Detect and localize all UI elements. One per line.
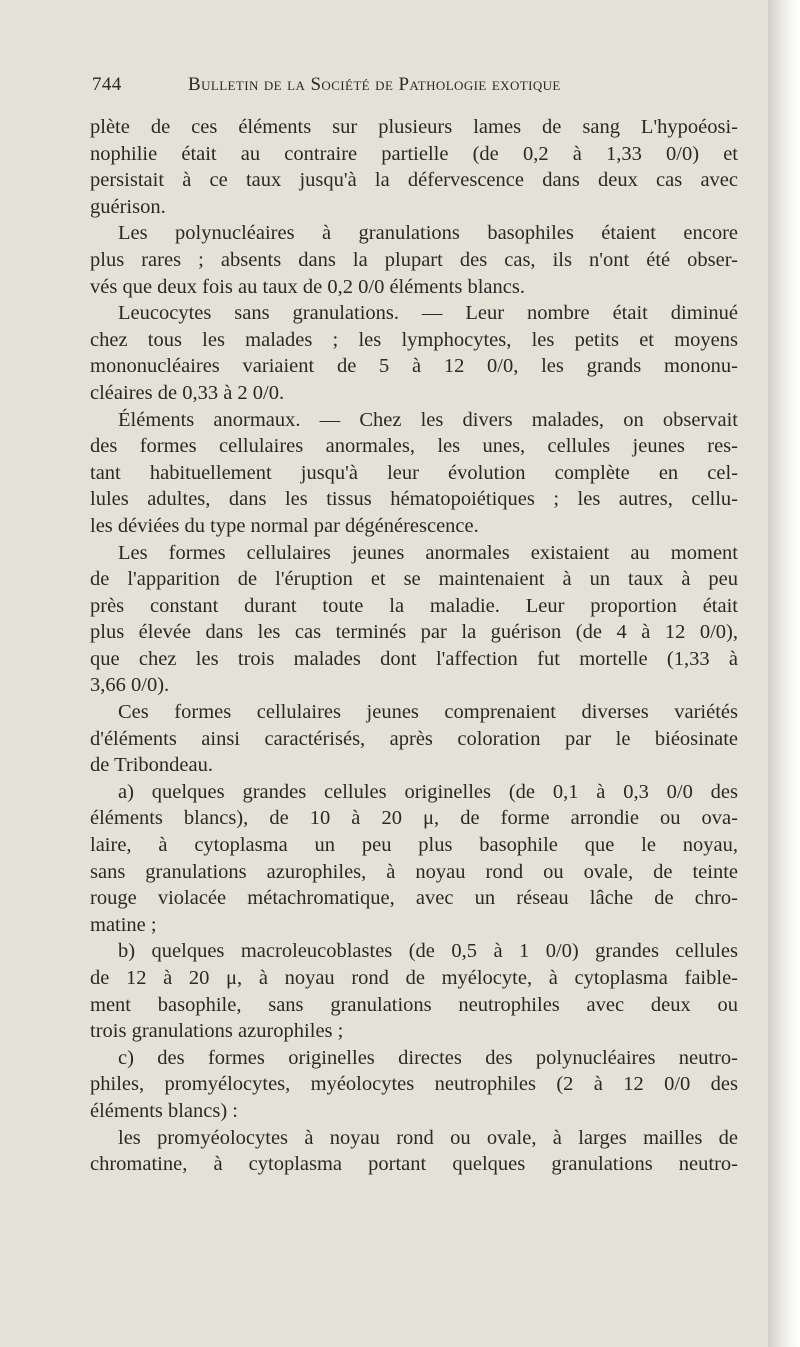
text-line: Les formes cellulaires jeunes anormales existaient au moment [118,541,738,564]
text-line: d'éléments ainsi caractérisés, après coloration par le biéosinate [90,727,738,750]
text-line: nophilie était au contraire partielle (de 0,2 à 1,33 0/0) et [90,142,738,165]
text-line: rouge violacée métachromatique, avec un réseau lâche de chro- [90,887,738,910]
running-title: Bulletin de la Société de Pathologie exotique [188,74,561,95]
text-line: persistait à ce taux jusqu'à la défervescence dans deux cas avec [90,169,738,192]
text-line: que chez les trois malades dont l'affection fut mortelle (1,33 à [90,647,738,670]
text-line: de l'apparition de l'éruption et se maintenaient à un taux à peu [90,568,738,591]
text-line: ment basophile, sans granulations neutrophiles avec deux ou [90,993,738,1016]
text-line: 3,66 0/0). [90,674,170,697]
text-line: a) quelques grandes cellules originelles (de 0,1 à 0,3 0/0 des [118,780,738,803]
text-line: laire, à cytoplasma un peu plus basophile que le noyau, [90,834,738,857]
text-line: de 12 à 20 μ, à noyau rond de myélocyte, à cytoplasma faible- [90,967,738,989]
text-line: vés que deux fois au taux de 0,2 0/0 éléments blancs. [90,275,525,298]
text-line: plus rares ; absents dans la plupart des cas, ils n'ont été obser- [90,248,738,271]
text-line: éléments blancs), de 10 à 20 μ, de forme arrondie ou ova- [90,807,738,830]
text-line: près constant durant toute la maladie. Leur proportion était [90,594,738,617]
body-text [90,114,738,1178]
text-line: trois granulations azurophiles ; [90,1020,344,1043]
text-line: c) des formes originelles directes des polynucléaires neutro- [118,1046,738,1069]
text-line: Ces formes cellulaires jeunes comprenaient diverses variétés [118,701,738,724]
text-line: plète de ces éléments sur plusieurs lames de sang L'hypoéosi- [90,116,738,138]
text-line: les déviées du type normal par dégénérescence. [90,514,479,537]
text-line: lules adultes, dans les tissus hématopoiétiques ; les autres, cellu- [90,488,738,511]
text-line: chromatine, à cytoplasma portant quelques granulations neutro- [90,1153,738,1176]
text-line: chez tous les malades ; les lymphocytes, les petits et moyens [90,328,738,351]
text-line: Les polynucléaires à granulations basophiles étaient encore [118,222,738,245]
text-line: de Tribondeau. [90,754,213,777]
page-header [92,74,712,100]
text-line: philes, promyélocytes, myéolocytes neutrophiles (2 à 12 0/0 des [90,1073,738,1096]
text-line: b) quelques macroleucoblastes (de 0,5 à 1 0/0) grandes cellules [118,940,738,963]
text-line: Éléments anormaux. — Chez les divers malades, on observait [118,408,738,431]
text-line: tant habituellement jusqu'à leur évolution complète en cel- [90,461,738,484]
text-line: les promyéolocytes à noyau rond ou ovale, à larges mailles de [118,1126,738,1149]
text-line: sans granulations azurophiles, à noyau rond ou ovale, de teinte [90,860,738,883]
text-line: des formes cellulaires anormales, les unes, cellules jeunes res- [90,435,738,458]
text-line: plus élevée dans les cas terminés par la guérison (de 4 à 12 0/0), [90,621,738,644]
page-edge [768,0,800,1347]
text-line: guérison. [90,195,166,218]
text-line: matine ; [90,913,157,936]
text-line: Leucocytes sans granulations. — Leur nombre était diminué [118,302,738,325]
page-number: 744 [92,74,122,95]
text-line: mononucléaires variaient de 5 à 12 0/0, les grands mononu- [90,355,738,378]
text-line: éléments blancs) : [90,1099,239,1122]
text-line: cléaires de 0,33 à 2 0/0. [90,381,285,404]
